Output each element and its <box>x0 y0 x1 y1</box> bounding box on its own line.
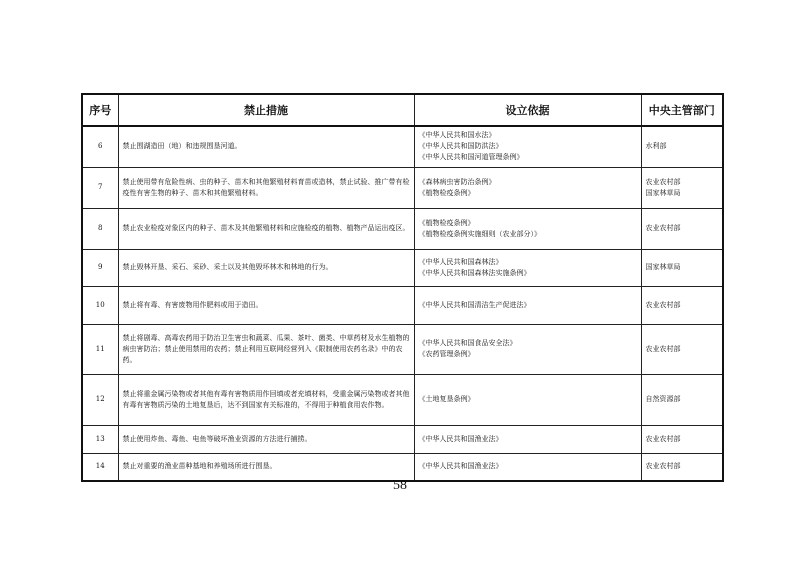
measure-text: 禁止将重金属污染物或者其他有毒有害物质用作回填或者充填材料，受重金属污染物或者其他有毒有害物质污染的土地复垦后，达不到国家有关标准的，不得用于种植食用农作物。 <box>118 374 414 425</box>
measure-text: 禁止对重要的渔业苗种基地和养殖场所进行围垦。 <box>118 453 414 481</box>
page-number: 58 <box>393 478 407 493</box>
basis-law: 《森林病虫害防治条例》 <box>418 177 496 186</box>
dept-cell <box>641 167 723 208</box>
measure-text: 禁止农业检疫对象区内的种子、苗木及其他繁殖材料和应施检疫的植物、植物产品运出疫区。 <box>118 208 414 249</box>
dept-cell <box>641 249 723 286</box>
dept-cell <box>641 425 723 453</box>
dept-cell <box>641 286 723 324</box>
measure-text: 禁止将有毒、有害废物用作肥料或用于造田。 <box>118 286 414 324</box>
basis-cell <box>414 286 641 324</box>
measure-text: 禁止围湖造田（地）和违规围垦河道。 <box>118 126 414 167</box>
dept-name: 国家林草局 <box>645 263 681 271</box>
basis-law: 《中华人民共和国渔业法》 <box>418 462 503 471</box>
table-row <box>82 324 723 374</box>
row-number: 10 <box>82 286 118 324</box>
basis-cell <box>414 208 641 249</box>
row-number: 9 <box>82 249 118 286</box>
dept-cell <box>641 208 723 249</box>
basis-law: 《植物检疫条例》 <box>418 218 475 227</box>
table-row <box>82 286 723 324</box>
table-row <box>82 167 723 208</box>
basis-cell <box>414 324 641 374</box>
table-row <box>82 425 723 453</box>
basis-cell <box>414 126 641 167</box>
measure-text: 禁止将剧毒、高毒农药用于防治卫生害虫和蔬菜、瓜果、茶叶、菌类、中草药材及水生植物的病虫害防治；禁止使用禁用的农药；禁止利用互联网经营列入《限制使用农药名录》中的农药。 <box>118 324 414 374</box>
regulation-table <box>81 93 724 482</box>
dept-name: 农业农村部 <box>645 224 681 232</box>
basis-law: 《农药管理条例》 <box>418 350 475 358</box>
table-body <box>82 126 723 481</box>
header-basis: 设立依据 <box>414 94 641 126</box>
basis-law: 《中华人民共和国食品安全法》 <box>418 339 517 347</box>
row-number: 13 <box>82 425 118 453</box>
dept-name: 水利部 <box>645 142 667 151</box>
basis-law: 《植物检疫条例》 <box>418 188 475 197</box>
dept-cell <box>641 453 723 481</box>
measure-text: 禁止使用带有危险性病、虫的种子、苗木和其他繁殖材料育苗或造林，禁止试验、推广带有检疫性有害生物的种子、苗木和其他繁殖材料。 <box>118 167 414 208</box>
basis-law: 《中华人民共和国清洁生产促进法》 <box>418 300 531 309</box>
dept-name: 农业农村部 <box>645 344 681 353</box>
dept-name: 自然资源部 <box>645 395 681 403</box>
row-number: 12 <box>82 374 118 425</box>
header-dept: 中央主管部门 <box>641 94 723 126</box>
row-number: 6 <box>82 126 118 167</box>
basis-cell <box>414 249 641 286</box>
dept-cell <box>641 374 723 425</box>
basis-law: 《中华人民共和国防洪法》 <box>418 142 503 151</box>
basis-law: 《中华人民共和国水法》 <box>418 131 496 140</box>
dept-name: 农业农村部 <box>645 300 681 309</box>
row-number: 7 <box>82 167 118 208</box>
basis-cell <box>414 374 641 425</box>
header-measure: 禁止措施 <box>118 94 414 126</box>
row-number: 8 <box>82 208 118 249</box>
basis-law: 《中华人民共和国森林法实施条例》 <box>418 268 531 277</box>
basis-law: 《植物检疫条例实施细则（农业部分）》 <box>418 229 541 238</box>
measure-text: 禁止使用炸鱼、毒鱼、电鱼等破坏渔业资源的方法进行捕捞。 <box>118 425 414 453</box>
basis-law: 《中华人民共和国渔业法》 <box>418 434 503 443</box>
table-row <box>82 453 723 481</box>
header-no: 序号 <box>82 94 118 126</box>
dept-cell <box>641 126 723 167</box>
dept-cell <box>641 324 723 374</box>
row-number: 14 <box>82 453 118 481</box>
table-header-row <box>82 94 723 126</box>
basis-law: 《土地复垦条例》 <box>418 395 475 403</box>
dept-name: 农业农村部 <box>645 177 681 186</box>
basis-cell <box>414 453 641 481</box>
table-row <box>82 249 723 286</box>
measure-text: 禁止毁林开垦、采石、采砂、采土以及其他毁坏林木和林地的行为。 <box>118 249 414 286</box>
dept-name: 农业农村部 <box>645 462 681 471</box>
basis-cell <box>414 167 641 208</box>
table-row <box>82 126 723 167</box>
dept-name: 农业农村部 <box>645 434 681 443</box>
basis-law: 《中华人民共和国森林法》 <box>418 257 503 266</box>
basis-cell <box>414 425 641 453</box>
table-row <box>82 374 723 425</box>
dept-name: 国家林草局 <box>645 188 681 197</box>
basis-law: 《中华人民共和国河道管理条例》 <box>418 153 524 162</box>
table-row <box>82 208 723 249</box>
row-number: 11 <box>82 324 118 374</box>
